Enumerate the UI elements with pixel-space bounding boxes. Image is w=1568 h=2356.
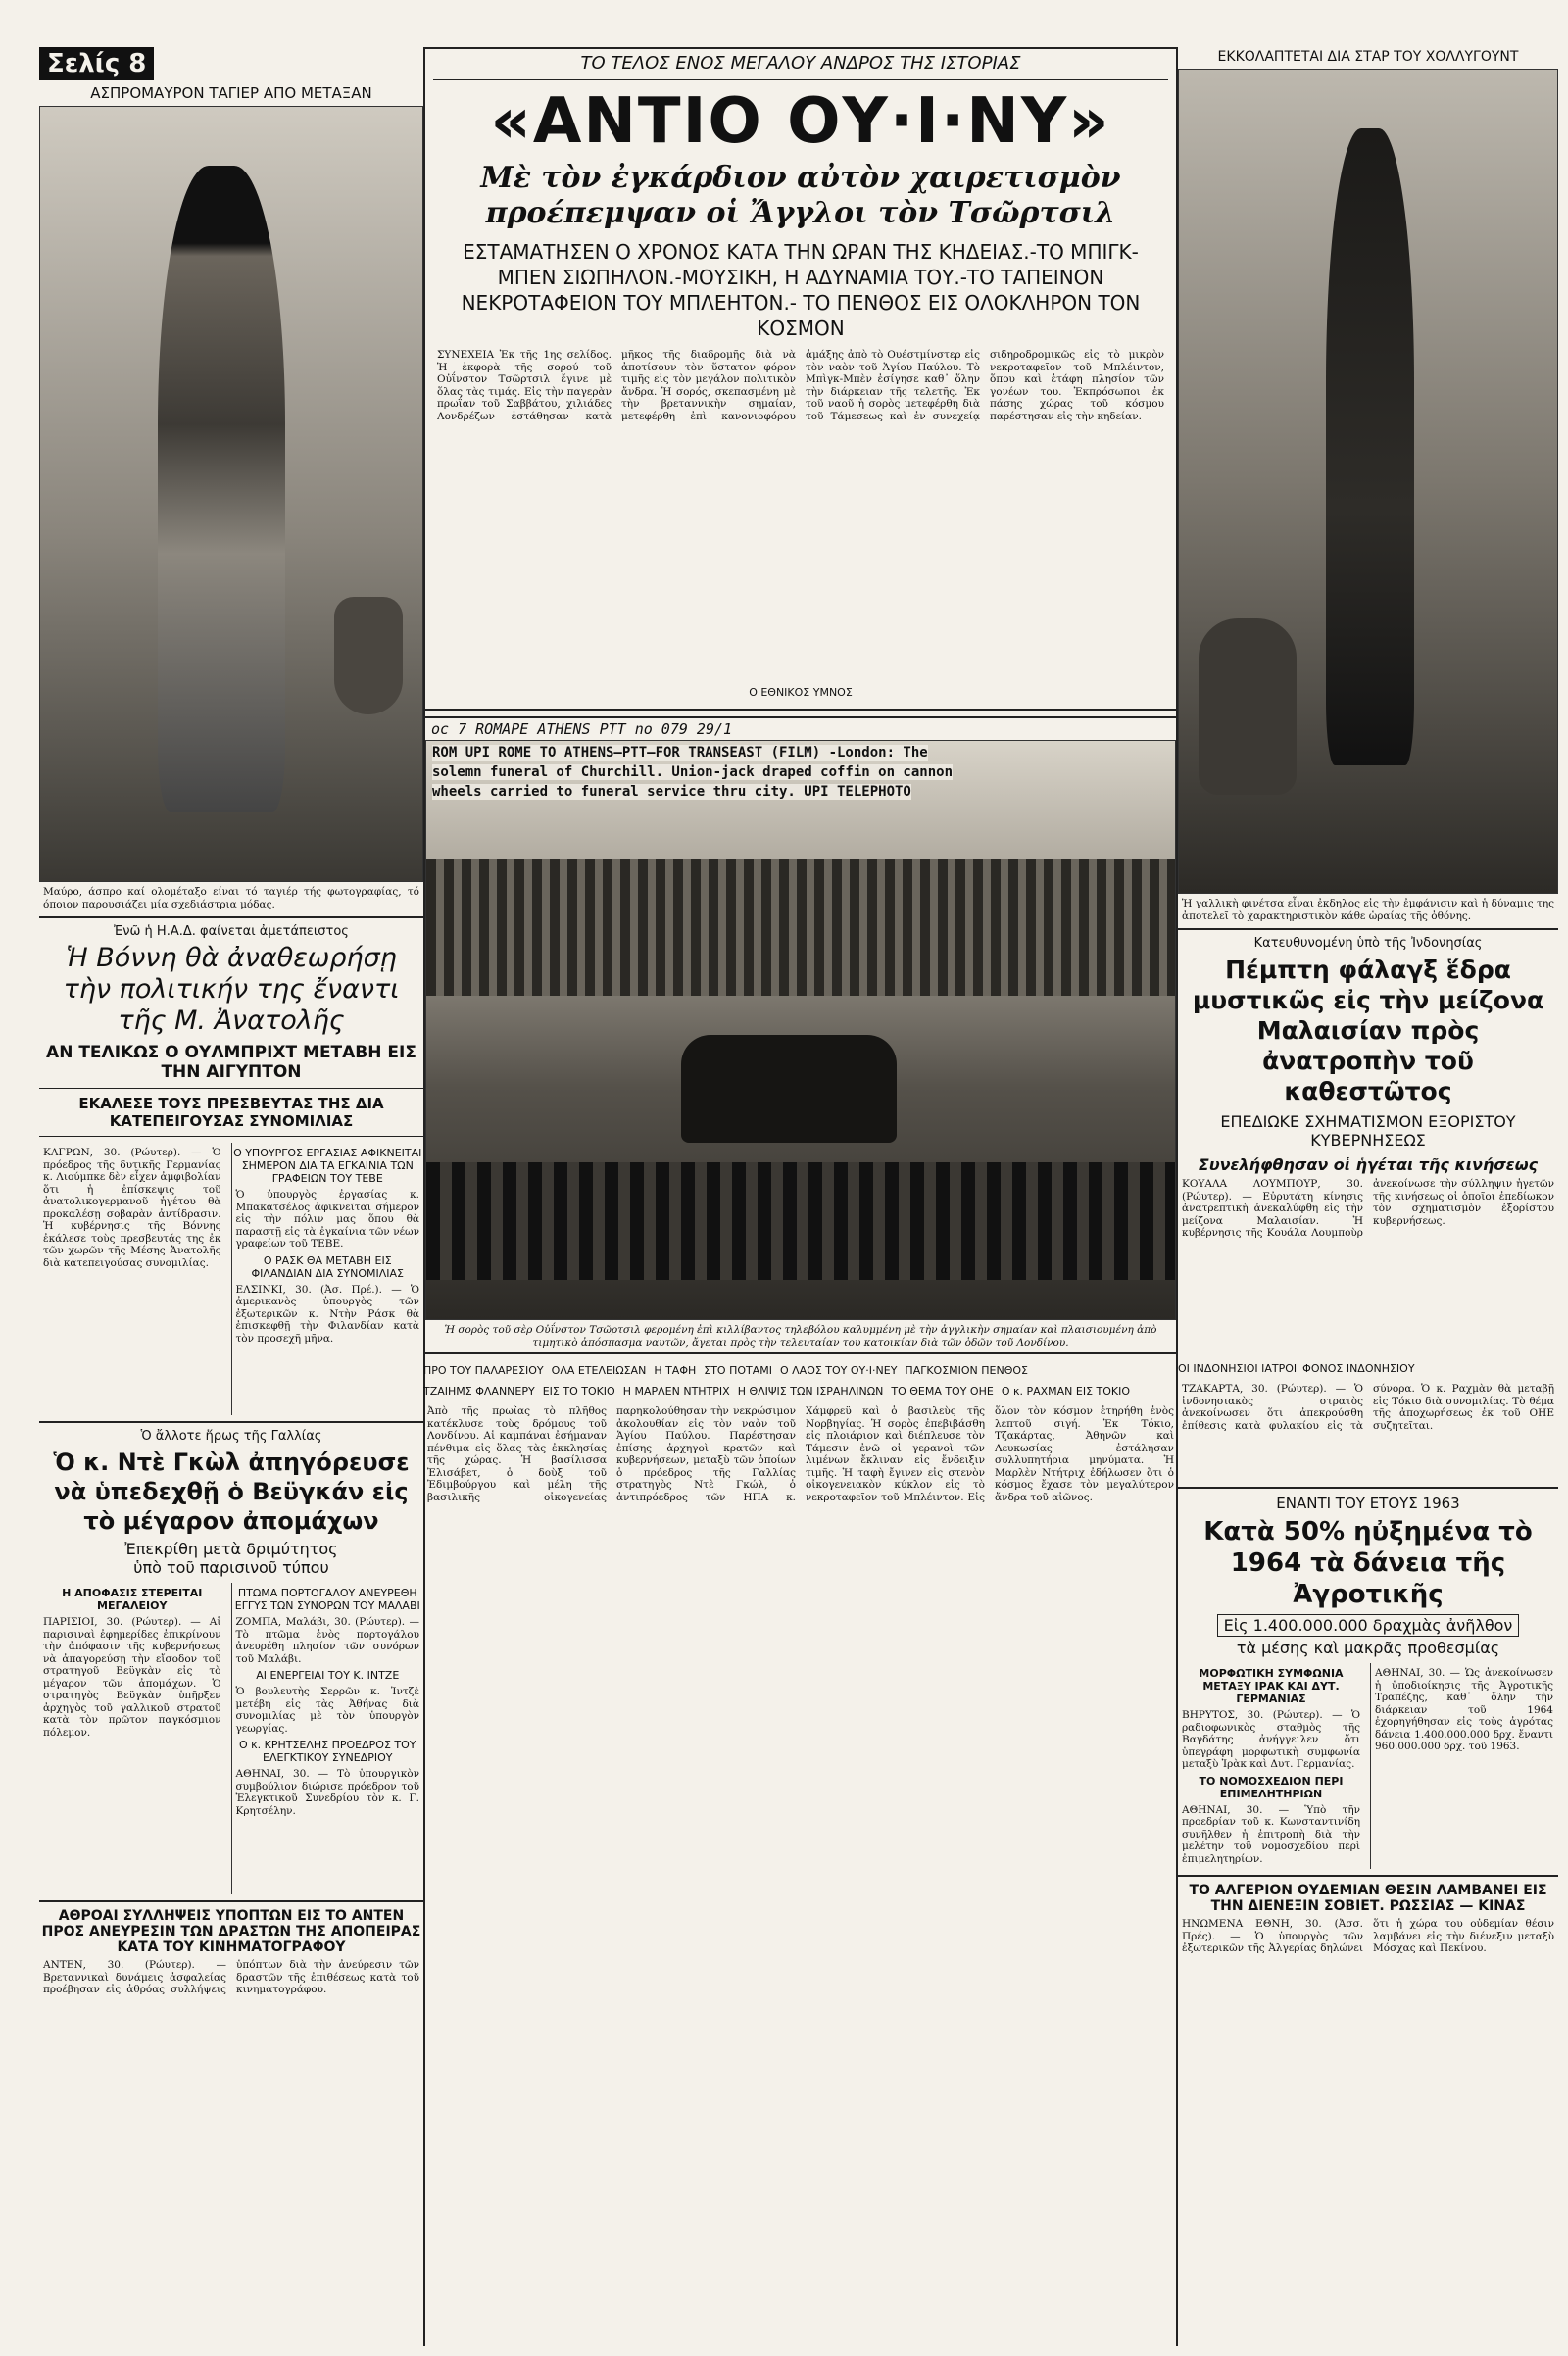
gaulle-subhead-3: Η ΑΠΟΦΑΣΙΣ ΣΤΕΡΕΙΤΑΙ ΜΕΓΑΛΕΙΟΥ [62, 1587, 203, 1612]
gaulle-kicker: Ὁ ἄλλοτε ἥρως τῆς Γαλλίας [140, 1429, 322, 1444]
marchers-band [426, 1162, 1175, 1280]
indo-subhead-1: ΕΠΕΔΙΩΚΕ ΣΧΗΜΑΤΙΣΜΟΝ ΕΞΟΡΙΣΤΟΥ ΚΥΒΕΡΝΗΣΕΩΣ [1220, 1112, 1516, 1150]
lower-head-1: ΠΡΟ ΤΟΥ ΠΑΛΑΡΕΣΙΟΥ [423, 1364, 544, 1377]
lower-head-10: Η ΘΛΙΨΙΣ ΤΩΝ ΙΣΡΑΗΛΙΝΩΝ [737, 1385, 884, 1398]
indo-text: ΚΟΥΑΛΑ ΛΟΥΜΠΟΥΡ, 30. (Ρώυτερ). — Εὐρυτάτη κίνησις ἀνατρεπτικὴ ἀνεκαλύφθη εἰς τὴν μείζονα Μαλαισίαν. Ἡ κυβέρνησις τῆς Κουάλα Λουμποὺρ ἀνεκοίνωσε τὴν σύλληψιν ἡγετῶν τῆς κινήσεως οἱ ὁποῖοι ἐπεδίωκον τὸν σχηματισμὸν ἐξορίστου κυβερνήσεως. [1182, 1178, 1554, 1239]
right-briefs [1178, 1663, 1364, 1869]
algeria-text: ΗΝΩΜΕΝΑ ΕΘΝΗ, 30. (Ἀσσ. Πρές). — Ὁ ὑπουργὸς τῶν ἐξωτερικῶν τῆς Ἀλγερίας δηλώνει ὅτι ἡ χώρα του οὐδεμίαν θέσιν λαμβάνει εἰς τὴν διένεξιν μεταξὺ Μόσχας καὶ Πεκίνου. [1182, 1918, 1554, 1954]
lower-head-4: ΣΤΟ ΠΟΤΑΜΙ [704, 1364, 772, 1377]
lower-head-3: Η ΤΑΦΗ [654, 1364, 697, 1377]
bonn-subhead: ΑΝ ΤΕΛΙΚΩΣ Ο ΟΥΛΜΠΡΙΧΤ ΜΕΤΑΒΗ ΕΙΣ ΤΗΝ ΑΙΓΥΠΤΟΝ [46, 1043, 416, 1082]
lower-head-6: ΠΑΓΚΟΣΜΙΟΝ ΠΕΝΘΟΣ [905, 1364, 1029, 1377]
lower-head-8: ΕΙΣ ΤΟ ΤΟΚΙΟ [542, 1385, 615, 1398]
fashion-photo [39, 106, 423, 882]
iraq-head: ΜΟΡΦΩΤΙΚΗ ΣΥΜΦΩΝΙΑ ΜΕΤΑΞΥ ΙΡΑΚ ΚΑΙ ΔΥΤ. ΓΕΡΜΑΝΙΑΣ [1199, 1667, 1344, 1705]
gaulle-subhead-2: ὑπὸ τοῦ παρισινοῦ τύπου [133, 1558, 329, 1577]
indo-small-head-2: ΦΟΝΟΣ ΙΝΔΟΝΗΣΙΟΥ [1302, 1362, 1415, 1375]
agro-row [1178, 1663, 1558, 1869]
left-column [39, 47, 423, 2346]
lower-story-text: Ἀπὸ τῆς πρωΐας τὸ πλῆθος κατέκλυσε τοὺς δρόμους τοῦ Λονδίνου. Αἱ καμπάναι ἐσήμαναν πένθιμα εἰς ὅλας τὰς ἐκκλησίας τῆς χώρας. Ἡ βασίλισσα Ἐλισάβετ, ὁ δοὺξ τοῦ Ἐδιμβούργου καὶ μέλη τῆς βασιλικῆς οἰκογενείας παρηκολούθησαν τὴν νεκρώσιμον ἀκολουθίαν εἰς τὸν ναὸν τοῦ Ἁγίου Παύλου. Παρέστησαν ἐπίσης ἀρχηγοὶ κρατῶν καὶ κυβερνήσεων, μεταξὺ τῶν ὁποίων ὁ πρόεδρος τῆς Γαλλίας στρατηγὸς Ντὲ Γκώλ, ὁ ἀντιπρόεδρος τῶν ΗΠΑ κ. Χάμφρεϋ καὶ ὁ βασιλεὺς τῆς Νορβηγίας. Ἡ σορὸς ἐπεβιβάσθη εἰς πλοιάριον καὶ διέπλευσε τὸν Τάμεσιν ἐνῶ οἱ γερανοὶ τῶν λιμένων ἔκλιναν εἰς ἔνδειξιν τιμῆς. Ἡ ταφὴ ἔγινεν εἰς στενὸν οἰκογενειακὸν κύκλον εἰς τὸ νεκροταφεῖον τοῦ Μπλέιντον. Εἰς ὅλον τὸν κόσμον ἐτηρήθη ἑνὸς λεπτοῦ σιγή. Ἐκ Τόκιο, Τζακάρτας, Ἀθηνῶν καὶ Λευκωσίας ἐστάλησαν συλλυπητήρια μηνύματα. Ἡ Μαρλὲν Ντήτριχ ἐδήλωσεν ὅτι ὁ κόσμος ἔχασε τὸν μεγαλύτερον ἄνδρα τοῦ αἰῶνος. [427, 1405, 1174, 1503]
model-figure [158, 166, 285, 812]
gun-carriage-shape [681, 1035, 897, 1143]
indo-subhead-2: Συνελήφθησαν οἱ ἡγέται τῆς κινήσεως [1198, 1155, 1539, 1174]
kritz-text: ΑΘΗΝΑΙ, 30. — Τὸ ὑπουργικὸν συμβούλιον διώρισε πρόεδρον τοῦ Ἐλεγκτικοῦ Συνεδρίου τὸν κ. Γ. Κρητσέλην. [235, 1768, 419, 1817]
gaulle-subhead-1: Ἐπεκρίθη μετὰ δριμύτητος [124, 1540, 338, 1558]
indo-small-head-1: ΟΙ ΙΝΔΟΝΗΣΙΟΙ ΙΑΤΡΟΙ [1178, 1362, 1298, 1375]
lower-head-5: Ο ΛΑΟΣ ΤΟΥ ΟΥ·Ι·ΝΕΥ [780, 1364, 898, 1377]
lead-subhead: Μὲ τὸν ἐγκάρδιον αὐτὸν χαιρετισμὸν προέπεμψαν οἱ Ἄγγλοι τὸν Τσῶρτσιλ [480, 161, 1121, 230]
plane-text: ΖΟΜΠΑ, Μαλάβι, 30. (Ρώυτερ). — Τὸ πτῶμα ἑνὸς πορτογάλου ἀνευρέθη πλησίον τῶν συνόρων τοῦ Μαλάβι. [235, 1616, 419, 1665]
algeria-head: ΤΟ ΑΛΓΕΡΙΟΝ ΟΥΔΕΜΙΑΝ ΘΕΣΙΝ ΛΑΜΒΑΝΕΙ ΕΙΣ ΤΗΝ ΔΙΕΝΕΞΙΝ ΣΟΒΙΕΤ. ΡΩΣΣΙΑΣ — ΚΙΝΑΣ [1189, 1883, 1547, 1914]
law-text: ΑΘΗΝΑΙ, 30. — Ὑπὸ τῆν προεδρίαν τοῦ κ. Κωνσταντινίδη συνῆλθεν ἡ ἐπιτροπὴ διὰ τὴν μελέτην τοῦ νομοσχεδίου περὶ ἐπιμελητηρίων. [1182, 1803, 1360, 1865]
right-column [1178, 47, 1558, 2346]
wire-caption-line-3: wheels carried to funeral service thru city. UPI TELEPHOTO [432, 784, 911, 800]
funeral-photo [425, 740, 1176, 1320]
arrest-text: ΑΝΤΕΝ, 30. (Ρώυτερ). — Βρεταννικαὶ δυνάμεις ἀσφαλείας προέβησαν εἰς ἀθρόας συλλήψεις ὑπόπτων διὰ τὴν ἀνεύρεσιν τῶν δραστῶν τῆς ἐπιθέσεως κατὰ τοῦ κινηματογράφου. [43, 1959, 419, 1995]
fashion-caption: Μαύρο, άσπρο καί ολομέταξο είναι τό ταγιέρ τής φωτογραφίας, τό όποιον παρουσιάζει μία σχεδιάστρια μόδας. [43, 886, 419, 910]
indo-small-heads [1178, 1358, 1558, 1379]
law-head: ΤΟ ΝΟΜΟΣΧΕΔΙΟΝ ΠΕΡΙ ΕΠΙΜΕΛΗΤΗΡΙΩΝ [1199, 1774, 1344, 1800]
bonn-kicker: Ἐνῶ ἡ Η.Α.Δ. φαίνεται ἀμετάπειστος [114, 924, 349, 939]
agro-kicker: ΕΝΑΝΤΙ ΤΟΥ ΕΤΟΥΣ 1963 [1276, 1495, 1460, 1512]
ministry-head: Ο ΥΠΟΥΡΓΟΣ ΕΡΓΑΣΙΑΣ ΑΦΙΚΝΕΙΤΑΙ ΣΗΜΕΡΟΝ ΔΙΑ ΤΑ ΕΓΚΑΙΝΙΑ ΤΩΝ ΓΡΑΦΕΙΩΝ ΤΟΥ ΤΕΒΕ [233, 1147, 422, 1185]
gaulle-story [39, 1583, 225, 1894]
lower-head-9: Η ΜΑΡΛΕΝ ΝΤΗΤΡΙΧ [622, 1385, 730, 1398]
wire-header: oc 7 ROMAPE ATHENS PTT no 079 29/1 [431, 720, 733, 738]
intze-text: Ὁ βουλευτὴς Σερρῶν κ. Ἰντζὲ μετέβη εἰς τὰς Ἀθήνας διὰ συνομιλίας μὲ τὸν ὑπουργὸν γεωργίας. [235, 1686, 419, 1735]
ministry-text: Ὁ ὑπουργὸς ἐργασίας κ. Μπακατσέλος ἀφικνεῖται σήμερον εἰς τὴν πόλιν μας ὅπου θὰ παραστῇ εἰς τὰ ἐγκαίνια τῶν νέων γραφείων τοῦ ΤΕΒΕ. [235, 1189, 419, 1250]
rusk-text: ΕΛΣΙΝΚΙ, 30. (Ἀσ. Πρέ.). — Ὁ ἀμερικανὸς ὑπουργὸς τῶν ἐξωτερικῶν κ. Ντὴν Ράσκ θὰ ἐπισκεφθῇ τὴν Φιλανδίαν κατὰ τὸν προσεχῆ μῆνα. [235, 1283, 419, 1345]
lead-story-box [423, 47, 1178, 711]
lower-heads-row-2 [423, 1381, 1178, 1401]
intze-head: ΑΙ ΕΝΕΡΓΕΙΑΙ ΤΟΥ Κ. ΙΝΤΖΕ [256, 1669, 400, 1682]
lead-kicker: ΤΟ ΤΕΛΟΣ ΕΝΟΣ ΜΕΓΑΛΟΥ ΑΝΔΡΟΣ ΤΗΣ ΙΣΤΟΡΙΑΣ [580, 53, 1021, 74]
bonn-subhead-2: ΕΚΑΛΕΣΕ ΤΟΥΣ ΠΡΕΣΒΕΥΤΑΣ ΤΗΣ ΔΙΑ ΚΑΤΕΠΕΙΓΟΥΣΑΣ ΣΥΝΟΜΙΛΙΑΣ [78, 1095, 384, 1130]
bonn-story [39, 1143, 225, 1415]
plane-head: ΠΤΩΜΑ ΠΟΡΤΟΓΑΛΟΥ ΑΝΕΥΡΕΘΗ ΕΓΓΥΣ ΤΩΝ ΣΥΝΟΡΩΝ ΤΟΥ ΜΑΛΑΒΙ [234, 1587, 420, 1612]
vase-shape [334, 597, 403, 714]
agro-sub-wrap [1178, 1614, 1558, 1637]
indo-headline: Πέμπτη φάλαγξ ἕδρα μυστικῶς εἰς τὴν μείζονα Μαλαισίαν πρὸς ἀνατροπὴν τοῦ καθεστῶτος [1192, 956, 1544, 1105]
star-title: ΕΚΚΟΛΑΠΤΕΤΑΙ ΔΙΑ ΣΤΑΡ ΤΟΥ ΧΟΛΛΥΓΟΥΝΤ [1217, 49, 1519, 65]
actress-figure [1326, 128, 1414, 765]
page-header [39, 47, 423, 80]
lower-head-2: ΟΛΑ ΕΤΕΛΕΙΩΣΑΝ [551, 1364, 647, 1377]
gaulle-row [39, 1583, 423, 1894]
lead-story-text: ΣΥΝΕΧΕΙΑ Ἐκ τῆς 1ης σελίδος. Ἡ ἐκφορὰ τῆς σορού τοῦ Οὐΐνστον Τσῶρτσιλ ἔγινε μὲ ὅλας τὰς τιμάς. Εἰς τὴν παγερὰν πρωΐαν τοῦ Σαββάτου, χιλιάδες Λονδρέζων ἐστάθησαν κατὰ μῆκος τῆς διαδρομῆς διὰ νὰ ἀποτίσουν τὸν ὕστατον φόρον τιμῆς εἰς τὸν μεγάλον πολιτικὸν ἄνδρα. Ἡ σορός, σκεπασμένη μὲ τὴν βρεταννικὴν σημαίαν, μετεφέρθη ἐπὶ κανονιοφόρου ἁμάξης ἀπὸ τὸ Ουέστμίνστερ εἰς τὸν ναὸν τοῦ Ἁγίου Παύλου. Τὸ Μπὶγκ-Μπὲν ἐσίγησε καθ᾽ ὅλην τὴν διάρκειαν τῆς τελετῆς. Ἐκ τοῦ ναοῦ ἡ σορὸς μετεφέρθη διὰ τοῦ Τάμεσεως καὶ ἐν συνεχείᾳ σιδηροδρομικῶς εἰς τὸ μικρὸν νεκροταφεῖον τοῦ Μπλέιντον, ὅπου καὶ ἐτάφη πλησίον τῶν γονέων του. Ἐκπρόσωποι ἐκ πάσης χώρας τοῦ κόσμου παρέστησαν εἰς τὴν κηδείαν. [437, 349, 1164, 422]
gaulle-headline: Ὁ κ. Ντὲ Γκὼλ ἀπηγόρευσε νὰ ὑπεδεχθῇ ὁ Βεϋγκάν εἰς τὸ μέγαρον ἀπομάχων [53, 1448, 410, 1535]
lower-head-11: ΤΟ ΘΕΜΑ ΤΟΥ ΟΗΕ [891, 1385, 994, 1398]
lower-heads-row [423, 1360, 1178, 1381]
funeral-photo-box [423, 716, 1178, 1354]
lower-head-7: ΤΖΑΙΗΜΣ ΦΛΑΝΝΕΡΥ [423, 1385, 535, 1398]
page-number-label: Σελίς 8 [39, 47, 154, 80]
fashion-title: ΑΣΠΡΟΜΑΥΡΟΝ ΤΑΓΙΕΡ ΑΠΟ ΜΕΤΑΞΑΝ [90, 84, 372, 102]
crowd-band [426, 859, 1175, 996]
wire-caption-line-2: solemn funeral of Churchill. Union-jack draped coffin on cannon [432, 764, 954, 780]
indo-kicker: Κατευθυνομένη ὑπὸ τῆς Ἰνδονησίας [1253, 936, 1483, 951]
lead-headline: «ΑΝΤΙΟ ΟΥ·Ι·ΝΥ» [490, 85, 1111, 158]
wire-caption-line-1: ROM UPI ROME TO ATHENS—PTT—FOR TRANSEAST (FILM) -London: The [432, 745, 928, 761]
bonn-text: ΚΑΓΡΩΝ, 30. (Ρώυτερ). — Ὁ πρόεδρος τῆς δυτικῆς Γερμανίας κ. Λιούμπκε δὲν εἶχεν ἀμφιβολίαν ὅτι ἡ ἐπίσκεψις τοῦ ἀνατολικογερμανοῦ ἡγέτου θὰ προκαλέσῃ σοβαρὰν ἀντίδρασιν. Ἡ κυβέρνησις τῆς Βόννης ἐκάλεσε τοὺς πρεσβευτάς της ἐκ τῶν χωρῶν τῆς Μέσης Ἀνατολῆς διὰ κατεπειγούσας συνομιλίας. [43, 1147, 221, 1269]
star-caption: Ἡ γαλλικὴ φινέτσα εἶναι ἐκδηλος εἰς τὴν ἐμφάνισιν καὶ ἡ δύναμις της ἀποτελεῖ τὸ χαρακτηριστικὸν κάθε ὡραίας τῆς ὀθόνης. [1182, 898, 1554, 922]
anthem-label: Ο ΕΘΝΙΚΟΣ ΥΜΝΟΣ [749, 686, 853, 699]
lower-head-12: Ο κ. ΡΑΧΜΑΝ ΕΙΣ ΤΟΚΙΟ [1001, 1385, 1131, 1398]
agro-story [1370, 1663, 1557, 1869]
bonn-row [39, 1143, 423, 1415]
agro-headline: Κατὰ 50% ηὐξημένα τὸ 1964 τὰ δάνεια τῆς Ἀγροτικῆς [1203, 1517, 1533, 1609]
star-photo [1178, 69, 1558, 894]
arrest-head: ΑΘΡΟΑΙ ΣΥΛΛΗΨΕΙΣ ΥΠΟΠΤΩΝ ΕΙΣ ΤΟ ΑΝΤΕΝ ΠΡΟΣ ΑΝΕΥΡΕΣΙΝ ΤΩΝ ΔΡΑΣΤΩΝ ΤΗΣ ΑΠΟΠΕΙΡΑΣ ΚΑΤΑ ΤΟΥ ΚΙΝΗΜΑΤΟΓΡΑΦΟΥ [41, 1908, 421, 1955]
gaulle-text: ΠΑΡΙΣΙΟΙ, 30. (Ρώυτερ). — Αἱ παρισιναὶ ἐφημερίδες ἐπικρίνουν τὴν ἀπόφασιν τῆς κυβερνήσεως νὰ ἀπαγορεύσῃ τὴν εἴσοδον τοῦ στρατηγοῦ Βεϋγκὰν εἰς τὸ μέγαρον τῶν ἀπομάχων. Ὁ στρατηγὸς Βεϋγκὰν ὑπῆρξεν ἀρχηγὸς τοῦ γαλλικοῦ στρατοῦ κατὰ τὸν πρῶτον παγκόσμιον πόλεμον. [43, 1616, 221, 1739]
agro-subhead-1: Εἰς 1.400.000.000 δραχμὰς ἀνῆλθον [1217, 1614, 1520, 1637]
bonn-headline: Ἡ Βόννη θὰ ἀναθεωρήσῃ τὴν πολιτικήν της ἔναντι τῆς Μ. Ἀνατολῆς [63, 943, 400, 1036]
agro-text: ΑΘΗΝΑΙ, 30. — Ὡς ἀνεκοίνωσεν ἡ ὑποδιοίκησις τῆς Ἀγροτικῆς Τραπέζης, καθ᾽ ὅλην τὴν διάρκειαν τοῦ 1964 ἐχορηγήθησαν εἰς τοὺς ἀγρότας δάνεια 1.400.000.000 δρχ. ἔναντι 960.000.000 δρχ. τοῦ 1963. [1375, 1667, 1553, 1752]
side-briefs [231, 1143, 424, 1415]
urn-shape [1199, 618, 1297, 795]
center-column [423, 47, 1178, 2346]
rusk-head: Ο ΡΑΣΚ ΘΑ ΜΕΤΑΒΗ ΕΙΣ ΦΙΛΑΝΔΙΑΝ ΔΙΑ ΣΥΝΟΜΙΛΙΑΣ [251, 1253, 405, 1280]
indo-text-2: ΤΖΑΚΑΡΤΑ, 30. (Ρώυτερ). — Ὁ ἰνδονησιακὸς στρατὸς ἀνεκοίνωσεν ὅτι ἀπεκρούσθη ἐπίθεσις κατὰ φυλακίου εἰς τὰ σύνορα. Ὁ κ. Ραχμὰν θὰ μεταβῇ εἰς Τόκιο διὰ συνομιλίας. Τὸ θέμα τῆς ἀποχωρήσεως ἐκ τοῦ ΟΗΕ συζητεῖται. [1182, 1383, 1554, 1432]
iraq-text: ΒΗΡΥΤΟΣ, 30. (Ρώυτερ). — Ὁ ραδιοφωνικὸς σταθμὸς τῆς Βαγδάτης ἀνήγγειλεν ὅτι ὑπεγράφη μορφωτικὴ συμφωνία μεταξὺ Ἰρὰκ καὶ Δυτ. Γερμανίας. [1182, 1709, 1360, 1770]
kritz-head: Ο κ. ΚΡΗΤΣΕΛΗΣ ΠΡΟΕΔΡΟΣ ΤΟΥ ΕΛΕΓΚΤΙΚΟΥ ΣΥΝΕΔΡΙΟΥ [239, 1739, 416, 1764]
lead-deck: ΕΣΤΑΜΑΤΗΣΕΝ Ο ΧΡΟΝΟΣ ΚΑΤΑ ΤΗΝ ΩΡΑΝ ΤΗΣ ΚΗΔΕΙΑΣ.-ΤΟ ΜΠΙΓΚ-ΜΠΕΝ ΣΙΩΠΗΛΟΝ.-ΜΟΥΣΙΚΗ, Η ΑΔΥΝΑΜΙΑ ΤΟΥ.-ΤΟ ΤΑΠΕΙΝΟΝ ΝΕΚΡΟΤΑΦΕΙΟΝ ΤΟΥ ΜΠΛΕΗΤΟΝ.- ΤΟ ΠΕΝΘΟΣ ΕΙΣ ΟΛΟΚΛΗΡΟΝ ΤΟΝ ΚΟΣΜΟΝ [461, 240, 1141, 340]
agro-subhead-2: τὰ μέσης καὶ μακρᾶς προθεσμίας [1236, 1639, 1500, 1657]
funeral-photo-caption: Ἡ σορὸς τοῦ σὲρ Οὐΐνστον Τσῶρτσιλ φερομένη ἐπὶ κιλλίβαντος τηλεβόλου καλυμμένη μὲ τὴν ἀγγλικὴν σημαίαν καὶ πλαισιουμένη ἀπὸ τιμητικὸ ἀπόσπασμα ναυτῶν, ἄγεται πρὸς τὴν τελευταίαν του κατοικίαν διὰ τῶν ὁδῶν τοῦ Λονδίνου. [444, 1324, 1157, 1349]
left-briefs [231, 1583, 424, 1894]
